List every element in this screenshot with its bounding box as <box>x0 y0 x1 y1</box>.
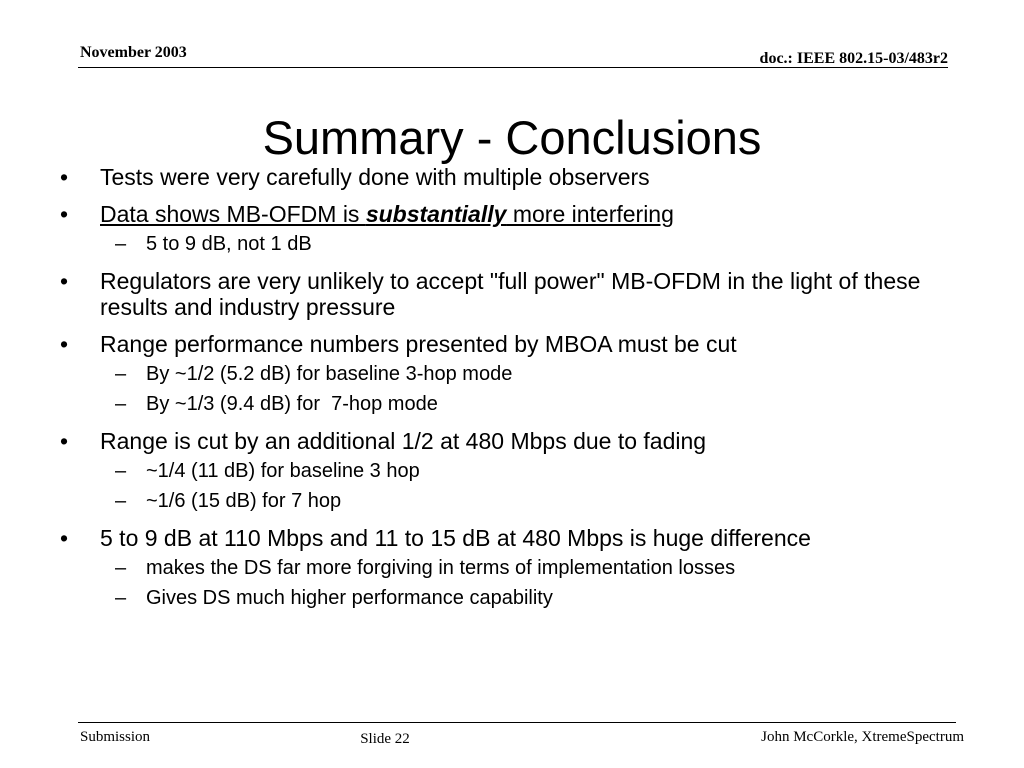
dash-marker: – <box>115 490 127 512</box>
bullet-text: Range performance numbers presented by MBOA must be cut <box>100 331 737 357</box>
bullet-marker: • <box>60 201 69 227</box>
slide-title: Summary - Conclusions <box>262 111 762 164</box>
sub-bullet-item <box>60 556 960 581</box>
bullet-item <box>60 201 960 227</box>
bullet-item <box>60 331 960 357</box>
sub-bullet-text: makes the DS far more forgiving in terms of implementation losses <box>146 557 736 579</box>
sub-bullet-text: ~1/4 (11 dB) for baseline 3 hop <box>146 460 420 482</box>
dash-marker: – <box>115 557 127 579</box>
sub-bullet-text: Gives DS much higher performance capability <box>146 587 553 609</box>
sub-bullet-item <box>60 489 960 514</box>
sub-bullet-text: By ~1/3 (9.4 dB) for 7-hop mode <box>146 393 438 415</box>
bullet-text: Tests were very carefully done with multiple observers <box>100 164 650 190</box>
dash-marker: – <box>115 393 127 415</box>
bullet-item <box>60 164 960 190</box>
bullet-item <box>60 428 960 454</box>
bullet-text-part: more interfering <box>506 201 674 227</box>
bullet-text: Range is cut by an additional 1/2 at 480 Mbps due to fading <box>100 428 707 454</box>
bullet-text-part: Data shows MB-OFDM is <box>100 201 366 227</box>
footer-author: John McCorkle, XtremeSpectrum <box>761 729 964 745</box>
bullet-item <box>60 525 960 551</box>
footer-divider <box>78 722 956 723</box>
header-doc-id: doc.: IEEE 802.15-03/483r2 <box>759 50 948 67</box>
sub-bullet-item <box>60 232 960 257</box>
bullet-marker: • <box>60 428 69 454</box>
bullet-marker: • <box>60 525 69 551</box>
footer-submission: Submission <box>80 729 151 745</box>
dash-marker: – <box>115 363 127 385</box>
header-divider <box>78 67 948 68</box>
sub-bullet-text: 5 to 9 dB, not 1 dB <box>146 233 312 255</box>
bullet-text: 5 to 9 dB at 110 Mbps and 11 to 15 dB at 480 Mbps is huge difference <box>100 525 811 551</box>
sub-bullet-item <box>60 459 960 484</box>
sub-bullet-text: ~1/6 (15 dB) for 7 hop <box>146 490 342 512</box>
dash-marker: – <box>115 233 127 255</box>
bullet-item <box>60 268 960 320</box>
sub-bullet-item <box>60 392 960 417</box>
dash-marker: – <box>115 587 127 609</box>
bullet-text-emphasis: substantially <box>365 201 507 227</box>
dash-marker: – <box>115 460 127 482</box>
bullet-marker: • <box>60 164 69 190</box>
header-date: November 2003 <box>80 44 187 61</box>
bullet-marker: • <box>60 268 69 294</box>
bullet-text: Regulators are very unlikely to accept "full power" MB-OFDM in the light of these results and industry pressure <box>100 268 921 320</box>
bullet-text-underlined <box>100 201 674 227</box>
bullet-marker: • <box>60 331 69 357</box>
sub-bullet-text: By ~1/2 (5.2 dB) for baseline 3-hop mode <box>146 363 513 385</box>
sub-bullet-item <box>60 362 960 387</box>
footer-slide-number: Slide 22 <box>360 731 410 747</box>
bullet-list <box>60 164 960 611</box>
sub-bullet-item <box>60 586 960 611</box>
